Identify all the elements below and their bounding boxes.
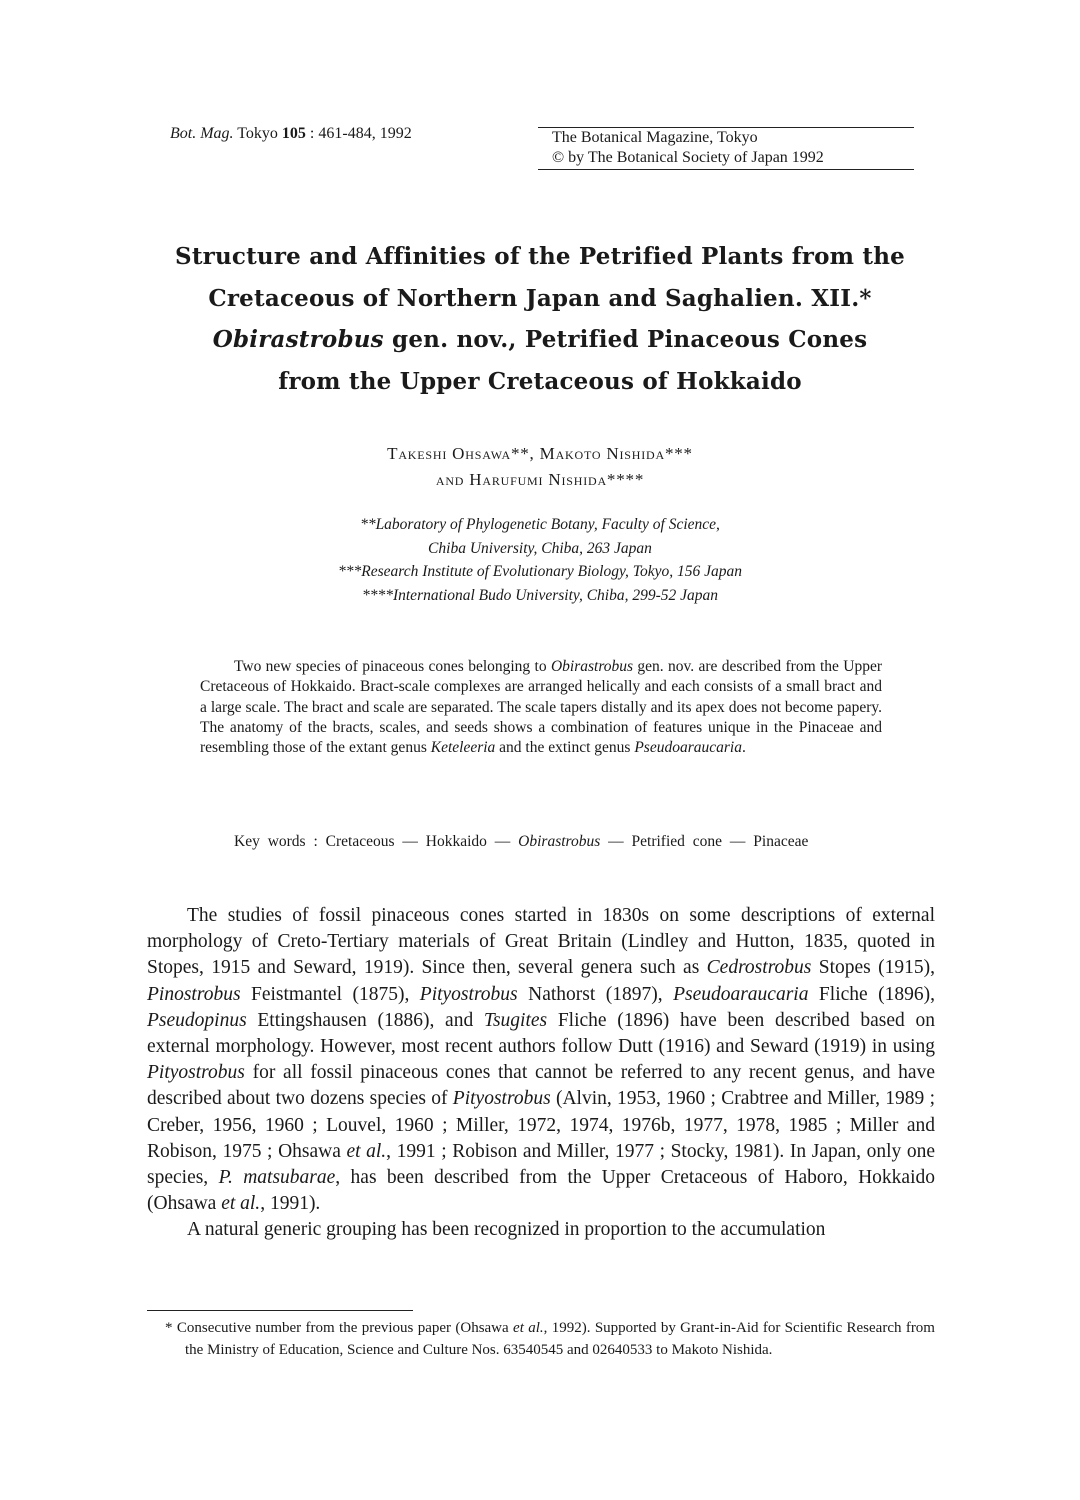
footnote-rule xyxy=(147,1310,413,1311)
abstract-text: gen. nov. are described from the Upper Cretaceous of Hokkaido. Bract-scale complexes are arranged helically and each consists of a small bract and a large scale. The bract and scale are separated. The scale tapers distally and its apex does not become papery. The anatomy of the bracts, scales, and seeds shows a combination of features unique in the Pinaceae and resembling those of the extant genus xyxy=(200,658,882,757)
title-line-1: Structure and Affinities of the Petrified Plants from the xyxy=(175,243,905,270)
body-text-run: Nathorst (1897), xyxy=(517,983,674,1005)
authors-line-2: and Harufumi Nishida**** xyxy=(435,470,645,489)
body-text-run: , has been described from the Upper Cretaceous of Haboro, Hokkaido (Ohsawa xyxy=(147,1167,936,1215)
body-text-run: , 1991 ; Robison and Miller, 1977 ; Stocky, 1981). In Japan, only one species, xyxy=(147,1140,935,1189)
abstract-genus: Pseudoaraucaria xyxy=(634,739,742,757)
body-italic-run: Cedrostrobus xyxy=(706,957,812,979)
body-italic-run: P. matsubarae xyxy=(218,1167,336,1189)
publisher-line-1: The Botanical Magazine, Tokyo xyxy=(552,129,758,146)
body-text-run: (Alvin, 1953, 1960 ; Crabtree and Miller, 1989 ; Creber, 1956, 1960 ; Louvel, 1960 ; Miller, 1972, 1974, 1976b, 1977, 1978, 1985 ; Miller and Robison, 1975 ; Ohsawa xyxy=(147,1088,935,1162)
body-italic-run: Pityostrobus xyxy=(452,1088,551,1110)
title-line-3 xyxy=(100,319,980,361)
abstract-text: and the extinct genus xyxy=(495,739,635,757)
keywords-text: Cretaceous — Hokkaido — xyxy=(317,833,519,850)
body-italic-run: Pseudopinus xyxy=(147,1009,247,1031)
body-italic-run: Pinostrobus xyxy=(147,983,241,1005)
paper-title xyxy=(100,236,980,402)
publisher-line-2: © by The Botanical Society of Japan 1992 xyxy=(552,149,824,166)
keywords xyxy=(200,831,882,853)
title-genus-name: Obirastrobus xyxy=(212,326,384,353)
body-italic-run: Pseudoaraucaria xyxy=(673,983,809,1005)
abstract-genus: Obirastrobus xyxy=(550,658,634,675)
keywords-text: — Petrified cone — Pinaceae xyxy=(600,833,809,850)
body-text-run: Stopes (1915), xyxy=(811,957,935,979)
citation-journal-name: Bot. Mag. xyxy=(170,125,234,142)
body-text-run: Fliche (1896), xyxy=(808,983,935,1005)
body-text-run: Feistmantel (1875), xyxy=(240,983,420,1005)
body-italic-run: et al. xyxy=(346,1140,387,1162)
body-paragraph-1 xyxy=(147,903,935,1217)
body-text-run: for all fossil pinaceous cones that cannot be referred to any recent genus, and have described about two dozens species of xyxy=(147,1062,935,1110)
journal-citation xyxy=(170,125,412,143)
affiliation-line: ***Research Institute of Evolutionary Biology, Tokyo, 156 Japan xyxy=(338,563,742,580)
keywords-label: Key words : xyxy=(234,833,318,850)
abstract-text: . xyxy=(741,739,746,757)
title-line-2: Cretaceous of Northern Japan and Saghalien. XII.* xyxy=(208,284,872,312)
footnote-text: , 1992). Supported by Grant-in-Aid for Scientific Research from the Ministry of Education, Science and Culture Nos. 63540545 and 02640533 to Makoto Nishida. xyxy=(185,1320,935,1358)
body-italic-run: Tsugites xyxy=(483,1009,548,1031)
footnote-text: * Consecutive number from the previous paper (Ohsawa xyxy=(165,1320,514,1336)
body-text-run: Fliche (1896) have been described based on external morphology. However, most recent authors follow Dutt (1916) and Seward (1919) in using xyxy=(147,1009,936,1058)
footnote-italic: et al. xyxy=(513,1320,544,1336)
body-italic-run: Pityostrobus xyxy=(419,983,518,1005)
body-text-run: , 1991). xyxy=(260,1193,321,1215)
body-italic-run: et al. xyxy=(221,1193,261,1215)
body-text-run: The studies of fossil pinaceous cones started in 1830s on some descriptions of external morphology of Creto-Tertiary materials of Great Britain (Lindley and Hutton, 1835, quoted in Stopes, 1915 and Seward, 1919). Since then, several genera such as xyxy=(147,905,935,979)
abstract xyxy=(200,657,882,758)
abstract-genus: Keteleeria xyxy=(430,739,496,757)
affiliation-line: ****International Budo University, Chiba, 299-52 Japan xyxy=(361,586,719,604)
affiliations xyxy=(100,513,980,607)
title-line-4: from the Upper Cretaceous of Hokkaido xyxy=(278,367,802,395)
author-list xyxy=(100,441,980,493)
body-italic-run: Pityostrobus xyxy=(147,1062,245,1084)
authors-line-1: Takeshi Ohsawa**, Makoto Nishida*** xyxy=(387,444,693,463)
publisher-box xyxy=(538,127,914,170)
body-text-run: Ettingshausen (1886), and xyxy=(246,1009,484,1031)
citation-pages-year: : 461-484, 1992 xyxy=(305,125,412,142)
affiliation-line: Chiba University, Chiba, 263 Japan xyxy=(428,539,652,557)
citation-text: Tokyo xyxy=(233,125,282,142)
footnote xyxy=(165,1318,935,1361)
body-paragraph-2: A natural generic grouping has been recognized in proportion to the accumulation xyxy=(187,1219,826,1241)
keywords-genus: Obirastrobus xyxy=(518,833,601,850)
abstract-text: Two new species of pinaceous cones belonging to xyxy=(234,658,551,675)
body-text xyxy=(147,903,935,1244)
affiliation-line: **Laboratory of Phylogenetic Botany, Faculty of Science, xyxy=(360,516,720,533)
citation-volume: 105 xyxy=(281,125,306,142)
title-line-3-rest: gen. nov., Petrified Pinaceous Cones xyxy=(383,326,868,353)
